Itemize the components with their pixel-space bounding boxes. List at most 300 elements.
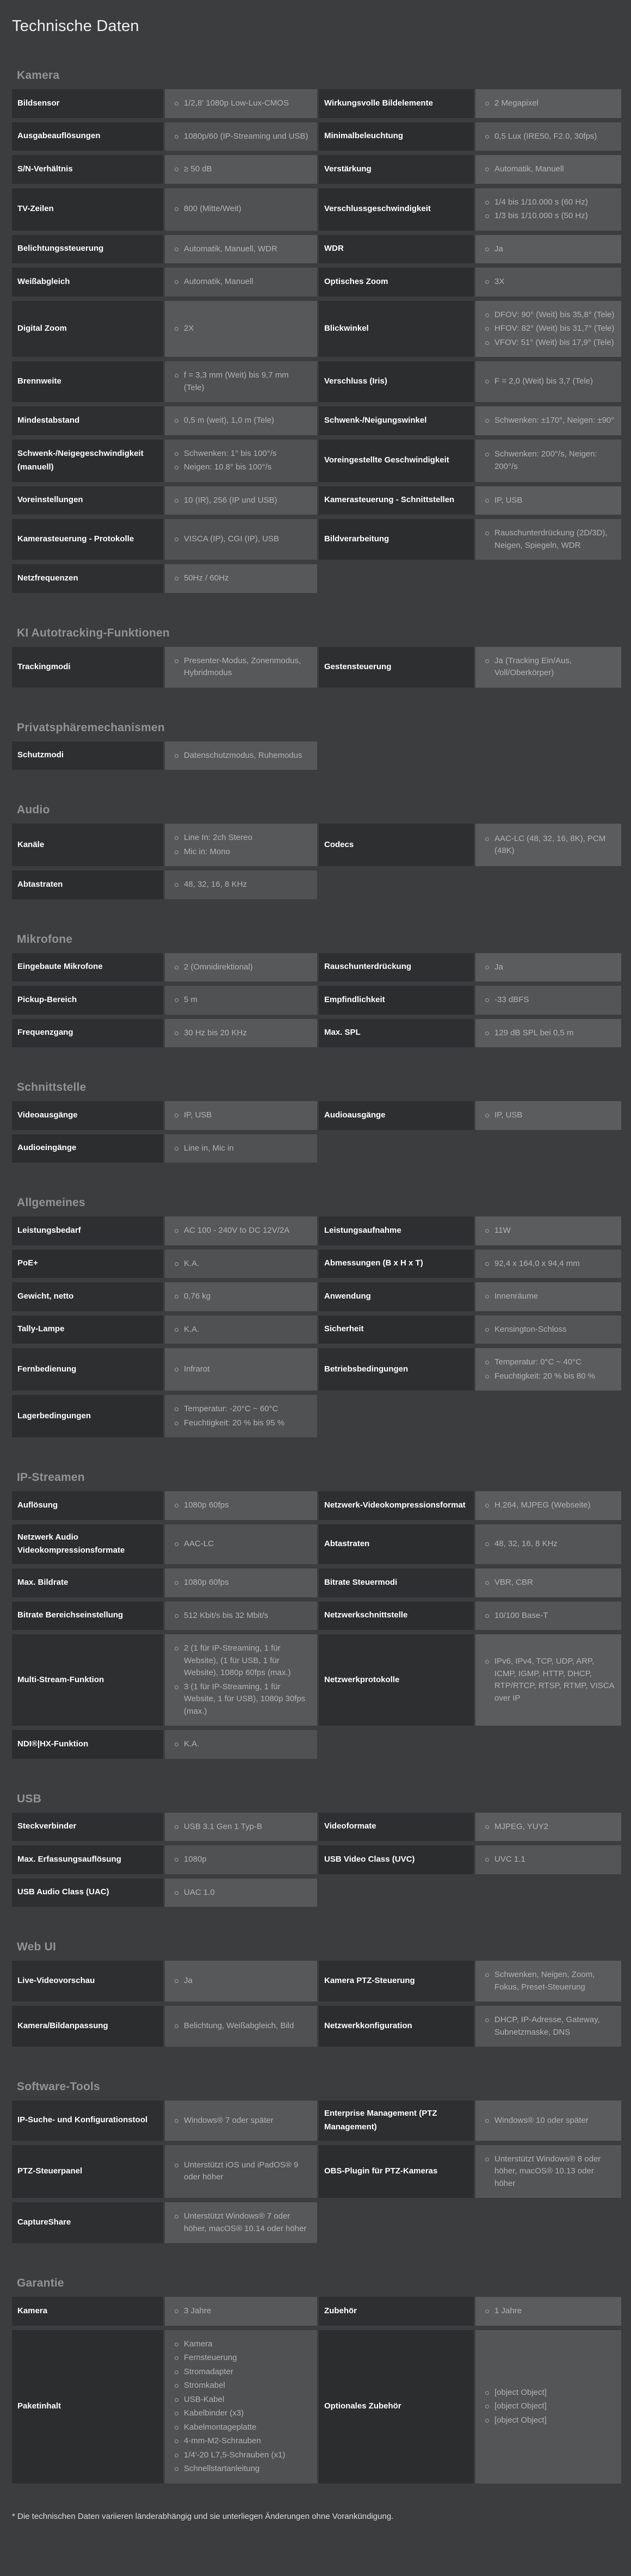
spec-section	[0, 1941, 631, 2047]
spec-value	[165, 647, 317, 688]
spec-value-item	[484, 309, 615, 322]
spec-value-text: UVC 1.1	[494, 1855, 525, 1864]
spec-label: S/N-Verhältnis	[12, 155, 163, 184]
spec-value	[475, 1568, 621, 1597]
spec-value-item	[484, 2305, 615, 2318]
spec-value-text: Ja	[494, 962, 503, 972]
bullet-icon	[485, 201, 489, 205]
spec-value-list	[484, 992, 615, 1008]
spec-label: Zubehör	[319, 2297, 474, 2326]
spec-value-item	[174, 846, 311, 858]
spec-label: Netzwerkschnittstelle	[319, 1602, 474, 1630]
spec-value	[165, 1315, 317, 1344]
spec-value-item	[484, 276, 615, 288]
spec-value-text: 48, 32, 16, 8 KHz	[184, 880, 247, 889]
spec-value-text: Ja	[184, 1976, 193, 1986]
spec-value-list	[174, 1575, 311, 1591]
empty-cell	[319, 1879, 474, 1907]
spec-value-item	[484, 196, 615, 209]
spec-value-item	[174, 2338, 311, 2351]
bullet-icon	[175, 102, 178, 106]
bullet-icon	[175, 998, 178, 1002]
spec-value-text: Automatik, Manuell, WDR	[184, 244, 277, 254]
spec-row	[12, 89, 621, 118]
spec-value-text: IP, USB	[494, 495, 523, 505]
spec-value-list	[484, 526, 615, 553]
bullet-icon	[175, 2024, 178, 2028]
spec-value	[165, 2101, 317, 2141]
section-heading: IP-Streamen	[17, 1471, 85, 1484]
spec-value-list	[484, 1322, 615, 1338]
spec-value-text: HFOV: 82° (Weit) bis 31,7° (Tele)	[494, 324, 615, 333]
bullet-icon	[175, 280, 178, 284]
spec-label: Gewicht, netto	[12, 1282, 163, 1311]
spec-value-item	[484, 495, 615, 507]
spec-label: Netzwerk Audio Videokompressionsformate	[12, 1524, 163, 1565]
spec-label: Multi-Stream-Funktion	[12, 1634, 163, 1726]
spec-row	[12, 1524, 621, 1565]
bullet-icon	[175, 1825, 178, 1829]
spec-value-list	[484, 653, 615, 681]
spec-value-text: Windows® 7 oder später	[184, 2115, 274, 2125]
spec-value-item	[174, 1109, 311, 1122]
spec-value-list	[174, 960, 311, 975]
spec-value-text: 5 m	[184, 995, 198, 1004]
spec-value	[475, 1524, 621, 1565]
spec-value-list	[484, 2303, 615, 2319]
bullet-icon	[175, 1542, 178, 1546]
spec-value-list	[484, 1536, 615, 1552]
bullet-icon	[175, 1685, 178, 1689]
spec-value	[165, 1602, 317, 1630]
spec-value-text: Temperatur: 0°C ~ 40°C	[494, 1357, 581, 1367]
spec-value	[165, 870, 317, 899]
spec-row	[12, 1282, 621, 1311]
spec-value-text: K.A.	[184, 1324, 200, 1334]
spec-value	[165, 1101, 317, 1130]
bullet-icon	[485, 1581, 489, 1585]
spec-label: Abtastraten	[12, 870, 163, 899]
spec-label: Netzfrequenzen	[12, 564, 163, 593]
spec-row	[12, 2330, 621, 2484]
spec-label: Brennweite	[12, 361, 163, 402]
bullet-icon	[485, 1375, 489, 1379]
spec-label: Digital Zoom	[12, 301, 163, 357]
section-heading: Audio	[17, 804, 50, 816]
empty-cell	[319, 564, 474, 593]
spec-row	[12, 440, 621, 482]
spec-value	[165, 1395, 317, 1437]
bullet-icon	[485, 280, 489, 284]
spec-label: Frequenzgang	[12, 1019, 163, 1048]
bullet-icon	[175, 2309, 178, 2313]
spec-label: Leistungsaufnahme	[319, 1216, 474, 1245]
spec-value-item	[174, 495, 311, 507]
spec-label: Netzwerk-Videokompressionsformat	[319, 1491, 474, 1520]
bullet-icon	[485, 1328, 489, 1332]
bullet-icon	[485, 380, 489, 384]
spec-value-text: Line In: 2ch Stereo	[184, 833, 252, 842]
spec-value-list	[174, 877, 311, 893]
bullet-icon	[485, 2018, 489, 2022]
section-heading: Mikrofone	[17, 932, 73, 946]
bullet-icon	[175, 659, 178, 663]
spec-label: Steckverbinder	[12, 1813, 163, 1842]
bullet-icon	[485, 2419, 489, 2423]
spec-value-list	[174, 1141, 311, 1157]
spec-value-text: Kensington-Schloss	[494, 1324, 567, 1334]
bullet-icon	[485, 2119, 489, 2123]
spec-value-list	[174, 2158, 311, 2185]
spec-row	[12, 1634, 621, 1726]
spec-row	[12, 361, 621, 402]
spec-label: Verstärkung	[319, 155, 474, 184]
spec-label: Kamerasteuerung - Schnittstellen	[319, 486, 474, 515]
spec-value	[475, 301, 621, 357]
spec-value-text: Windows® 10 oder später	[494, 2115, 589, 2125]
spec-section	[0, 721, 631, 770]
bullet-icon	[485, 1542, 489, 1546]
spec-label: CaptureShare	[12, 2202, 163, 2243]
bullet-icon	[175, 1147, 178, 1151]
spec-label: Trackingmodi	[12, 647, 163, 688]
spec-value-item	[174, 2380, 311, 2392]
spec-value-item	[174, 448, 311, 460]
spec-table	[12, 2297, 621, 2484]
spec-value-text: 129 dB SPL bei 0,5 m	[494, 1028, 574, 1037]
spec-value-list	[174, 532, 311, 547]
spec-label: PoE+	[12, 1250, 163, 1278]
spec-value-item	[174, 1642, 311, 1679]
spec-label: Eingebaute Mikrofone	[12, 953, 163, 982]
spec-value-item	[484, 527, 615, 552]
spec-value	[475, 1315, 621, 1344]
spec-value-text: 2 Megapixel	[494, 98, 539, 108]
bullet-icon	[175, 1422, 178, 1425]
spec-value-list	[174, 242, 311, 257]
bullet-icon	[485, 327, 489, 331]
spec-value	[165, 361, 317, 402]
spec-value-item	[484, 1610, 615, 1622]
spec-value-item	[484, 2387, 615, 2399]
empty-cell	[319, 1395, 474, 1437]
spec-value-list	[174, 1641, 311, 1719]
bullet-icon	[485, 1858, 489, 1862]
bullet-icon	[175, 1031, 178, 1035]
section-heading: USB	[17, 1792, 41, 1805]
spec-value-text: Schwenken: 200°/s, Neigen: 200°/s	[494, 449, 597, 471]
spec-value-list	[174, 446, 311, 475]
bullet-icon	[175, 1504, 178, 1508]
spec-value-text: MJPEG, YUY2	[494, 1821, 548, 1831]
spec-value	[475, 1250, 621, 1278]
spec-value-text: Schwenken: ±170°, Neigen: ±90°	[494, 416, 615, 425]
spec-label: PTZ-Steuerpanel	[12, 2145, 163, 2198]
spec-value-list	[174, 274, 311, 290]
spec-value-item	[174, 655, 311, 679]
spec-section	[0, 1793, 631, 1907]
bullet-icon	[175, 1891, 178, 1895]
spec-value-item	[484, 994, 615, 1006]
spec-value	[475, 235, 621, 264]
spec-value-item	[484, 2115, 615, 2127]
spec-value	[475, 268, 621, 296]
spec-row	[12, 870, 621, 899]
spec-value	[165, 1250, 317, 1278]
spec-value-item	[174, 323, 311, 335]
spec-label: Schwenk-/Neigegeschwindigkeit (manuell)	[12, 440, 163, 482]
spec-value	[165, 406, 317, 435]
bullet-icon	[485, 102, 489, 106]
spec-row	[12, 1568, 621, 1597]
spec-value-text: 1080p	[184, 1855, 207, 1864]
spec-value	[475, 361, 621, 402]
spec-section	[0, 933, 631, 1048]
spec-value-text: Stromadapter	[184, 2367, 233, 2376]
bullet-icon	[485, 1660, 489, 1664]
spec-value-list	[174, 96, 311, 112]
spec-value-list	[484, 1026, 615, 1041]
spec-value-item	[484, 131, 615, 143]
spec-value-item	[174, 2115, 311, 2127]
spec-value-item	[484, 243, 615, 256]
spec-value-list	[484, 1608, 615, 1624]
spec-value-list	[174, 1737, 311, 1752]
spec-value-item	[174, 1417, 311, 1430]
spec-value-text: 0,76 kg	[184, 1292, 211, 1301]
spec-value-text: Innenräume	[494, 1292, 539, 1301]
spec-value-list	[484, 162, 615, 177]
spec-value	[475, 155, 621, 184]
spec-row	[12, 1845, 621, 1874]
bullet-icon	[485, 1114, 489, 1117]
spec-value-item	[484, 448, 615, 473]
spec-row	[12, 742, 621, 770]
spec-label: Bildsensor	[12, 89, 163, 118]
spec-row	[12, 235, 621, 264]
spec-value	[475, 122, 621, 151]
spec-row	[12, 1395, 621, 1437]
spec-value-list	[174, 2018, 311, 2034]
spec-value	[475, 1282, 621, 1311]
spec-value	[165, 89, 317, 118]
spec-row	[12, 406, 621, 435]
spec-value-item	[174, 369, 311, 394]
bullet-icon	[485, 1825, 489, 1829]
spec-value	[165, 440, 317, 482]
bullet-icon	[175, 207, 178, 211]
spec-row	[12, 155, 621, 184]
spec-value	[165, 122, 317, 151]
spec-value-item	[174, 1854, 311, 1866]
spec-value-list	[174, 2209, 311, 2237]
spec-value-text: 1/4 bis 1/10.000 s (60 Hz)	[494, 197, 588, 207]
spec-label: Anwendung	[319, 1282, 474, 1311]
spec-label: Wirkungsvolle Bildelemente	[319, 89, 474, 118]
spec-label: Verschluss (Iris)	[319, 361, 474, 402]
bullet-icon	[485, 837, 489, 841]
bullet-icon	[485, 998, 489, 1002]
spec-value-text: 0,5 m (weit), 1,0 m (Tele)	[184, 416, 274, 425]
bullet-icon	[175, 327, 178, 331]
spec-value-list	[484, 1256, 615, 1272]
spec-value-item	[174, 750, 311, 762]
spec-row	[12, 1730, 621, 1759]
bullet-icon	[175, 1647, 178, 1651]
spec-value-text: USB-Kabel	[184, 2394, 225, 2404]
spec-row	[12, 486, 621, 515]
spec-value-text: Feuchtigkeit: 20 % bis 80 %	[494, 1371, 596, 1381]
spec-value-item	[174, 97, 311, 110]
bullet-icon	[175, 452, 178, 456]
bullet-icon	[485, 966, 489, 969]
spec-label: Netzwerkprotokolle	[319, 1634, 474, 1726]
spec-value-item	[484, 1538, 615, 1550]
spec-value-text: Ja	[494, 244, 503, 254]
section-heading: Schnittstelle	[17, 1081, 86, 1094]
spec-value-item	[174, 415, 311, 427]
bullet-icon	[175, 2439, 178, 2443]
bullet-icon	[175, 538, 178, 541]
spec-value-list	[174, 1608, 311, 1624]
spec-value-text: 0,5 Lux (IRE50, F2.0, 30fps)	[494, 131, 597, 141]
spec-label: Empfindlichkeit	[319, 986, 474, 1015]
spec-value-list	[484, 374, 615, 390]
spec-value-item	[484, 1109, 615, 1122]
spec-label: Abtastraten	[319, 1524, 474, 1565]
bullet-icon	[485, 1973, 489, 1977]
spec-value-text: IP, USB	[494, 1110, 523, 1120]
bullet-icon	[175, 2398, 178, 2402]
spec-value-item	[174, 1324, 311, 1336]
spec-label: Voreingestellte Geschwindigkeit	[319, 440, 474, 482]
spec-value-item	[174, 1538, 311, 1550]
spec-value-item	[174, 1738, 311, 1751]
spec-value-item	[174, 533, 311, 546]
spec-label: Abmessungen (B x H x T)	[319, 1250, 474, 1278]
spec-value-text: Automatik, Manuell	[184, 277, 253, 286]
spec-value-list	[174, 201, 311, 217]
spec-value-item	[484, 2014, 615, 2038]
bullet-icon	[485, 1031, 489, 1035]
spec-value	[165, 2145, 317, 2198]
spec-value-list	[174, 748, 311, 764]
spec-value-text: DFOV: 90° (Weit) bis 35,8° (Tele)	[494, 310, 615, 319]
spec-value-item	[174, 1681, 311, 1718]
spec-label: Ausgabeauflösungen	[12, 122, 163, 151]
spec-value-item	[174, 1975, 311, 1987]
spec-row	[12, 2202, 621, 2243]
spec-value	[475, 2145, 621, 2198]
spec-value	[475, 647, 621, 688]
spec-value-item	[174, 2407, 311, 2420]
spec-section	[0, 2277, 631, 2484]
spec-value-item	[484, 1356, 615, 1369]
spec-label: Pickup-Bereich	[12, 986, 163, 1015]
bullet-icon	[485, 419, 489, 423]
bullet-icon	[175, 1614, 178, 1618]
spec-value-item	[174, 1027, 311, 1040]
spec-table	[12, 1961, 621, 2047]
bullet-icon	[485, 341, 489, 345]
spec-label: Tally-Lampe	[12, 1315, 163, 1344]
spec-value-list	[174, 413, 311, 429]
spec-value-text: 3 Jahre	[184, 2306, 212, 2315]
spec-value-text: USB 3.1 Gen 1 Typ-B	[184, 1821, 262, 1831]
spec-label: Auflösung	[12, 1491, 163, 1520]
spec-row	[12, 1491, 621, 1520]
spec-label: Enterprise Management (PTZ Management)	[319, 2101, 474, 2141]
empty-cell	[475, 1730, 621, 1759]
bullet-icon	[175, 1407, 178, 1411]
spec-value-list	[174, 321, 311, 337]
spec-value-list	[484, 447, 615, 474]
spec-value	[165, 1568, 317, 1597]
spec-section	[0, 627, 631, 688]
spec-value-item	[484, 1821, 615, 1833]
spec-value-item	[174, 1577, 311, 1589]
spec-label: Schwenk-/Neigungswinkel	[319, 406, 474, 435]
empty-cell	[319, 1730, 474, 1759]
spec-label: Weißabgleich	[12, 268, 163, 296]
spec-value-text: AAC-LC	[184, 1539, 214, 1548]
empty-cell	[475, 1879, 621, 1907]
spec-table	[12, 742, 621, 770]
spec-value-item	[484, 833, 615, 857]
bullet-icon	[485, 168, 489, 171]
spec-row	[12, 268, 621, 296]
spec-value-item	[174, 2305, 311, 2318]
spec-value-item	[174, 1610, 311, 1622]
section-heading: Software-Tools	[17, 2080, 100, 2093]
spec-value-item	[484, 323, 615, 335]
bullet-icon	[175, 1114, 178, 1117]
spec-value	[475, 406, 621, 435]
spec-value-item	[174, 2394, 311, 2406]
spec-value-list	[484, 831, 615, 859]
empty-cell	[475, 870, 621, 899]
bullet-icon	[485, 248, 489, 251]
spec-value-text: 2X	[184, 324, 194, 333]
spec-table	[12, 89, 621, 593]
spec-value	[475, 1602, 621, 1630]
spec-value-text: Kabelbinder (x3)	[184, 2408, 244, 2418]
spec-value-item	[484, 1370, 615, 1383]
spec-value-text: DHCP, IP-Adresse, Gateway, Subnetzmaske, DNS	[494, 2015, 600, 2037]
spec-value-list	[484, 1223, 615, 1239]
spec-value	[475, 486, 621, 515]
spec-label: WDR	[319, 235, 474, 264]
spec-label: Videoformate	[319, 1813, 474, 1842]
spec-value-text: 1/4'-20 L7,5-Schrauben (x1)	[184, 2450, 286, 2460]
spec-value-text: Unterstützt Windows® 8 oder höher, macOS® 10.13 oder höher	[494, 2154, 601, 2188]
bullet-icon	[175, 466, 178, 470]
spec-value-text: Schnellstartanleitung	[184, 2464, 260, 2473]
spec-row	[12, 564, 621, 593]
bullet-icon	[175, 248, 178, 251]
bullet-icon	[175, 966, 178, 969]
spec-value-item	[484, 1225, 615, 1237]
spec-value-text: Fernsteuerung	[184, 2353, 237, 2362]
spec-value-text: Schwenken: 1° bis 100°/s	[184, 448, 277, 458]
spec-value-list	[484, 274, 615, 290]
spec-value-text: 1/2,8' 1080p Low-Lux-CMOS	[184, 98, 289, 108]
bullet-icon	[485, 313, 489, 317]
spec-value-item	[174, 1142, 311, 1155]
bullet-icon	[175, 419, 178, 423]
spec-section	[0, 1471, 631, 1759]
spec-value-list	[174, 1256, 311, 1272]
